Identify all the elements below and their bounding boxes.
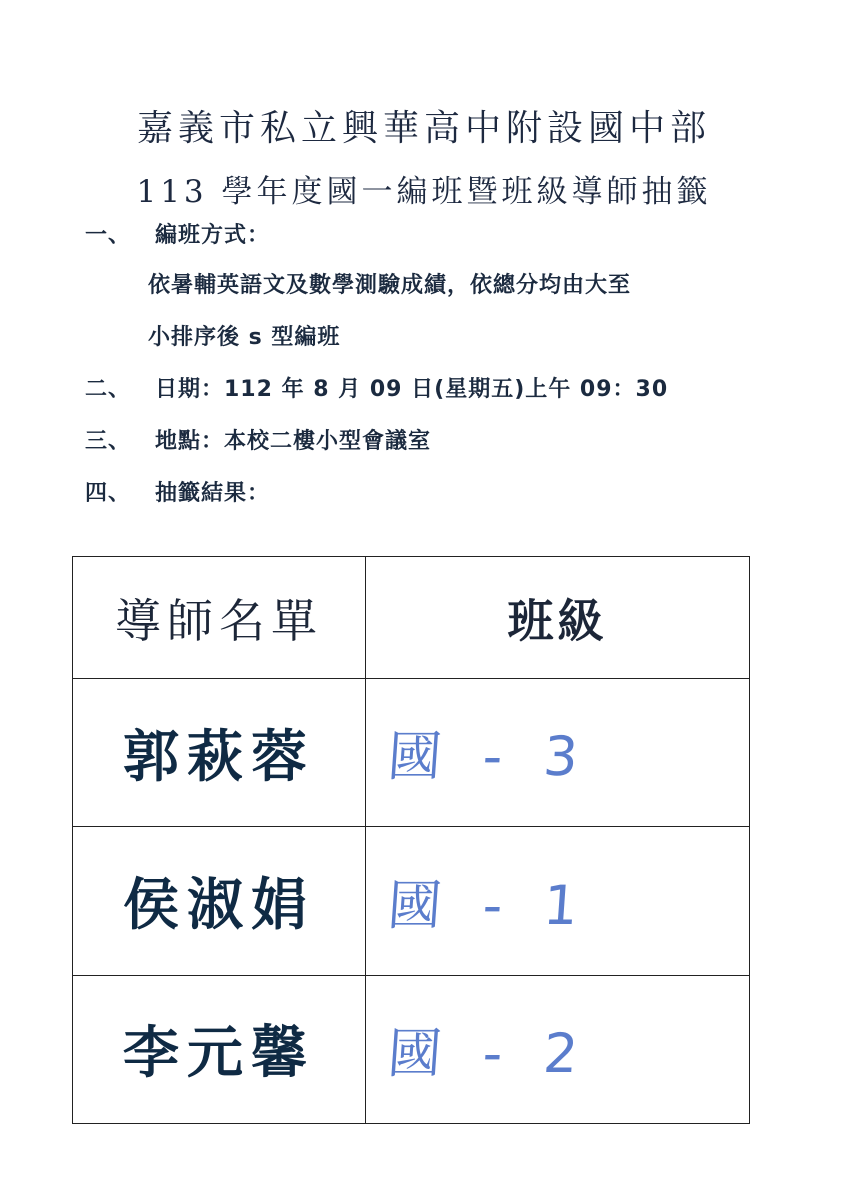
table-row — [73, 975, 750, 1123]
section-4-label: 抽籤結果： — [155, 481, 271, 506]
section-2-label: 日期：112 年 8 月 09 日(星期五)上午 09：30 — [155, 377, 669, 402]
header-class: 班級 — [366, 557, 750, 679]
handwritten-class: 國 - 3 — [385, 725, 593, 789]
table-header-row — [73, 557, 750, 679]
teacher-name: 郭萩蓉 — [73, 679, 366, 827]
teacher-name: 李元馨 — [73, 975, 366, 1123]
table-row — [73, 679, 750, 827]
section-2-date — [85, 372, 668, 403]
class-cell — [366, 975, 750, 1123]
school-title: 嘉義市私立興華高中附設國中部 — [136, 108, 711, 149]
section-4-number: 四、 — [85, 481, 132, 506]
section-1-label: 編班方式： — [155, 223, 271, 248]
section-1-heading — [85, 218, 270, 249]
draw-result-table — [72, 556, 750, 1124]
handwritten-class: 國 - 1 — [385, 873, 593, 937]
section-4-results — [85, 476, 270, 507]
table-row — [73, 827, 750, 975]
section-3-label: 地點：本校二樓小型會議室 — [155, 429, 432, 454]
section-3-location — [85, 424, 431, 455]
section-1-text-line-1: 依暑輔英語文及數學測驗成績，依總分均由大至 — [148, 273, 632, 298]
event-title: 113 學年度國一編班暨班級導師抽籤 — [136, 174, 712, 210]
teacher-name: 侯淑娟 — [73, 827, 366, 975]
section-3-number: 三、 — [85, 429, 132, 454]
section-2-number: 二、 — [85, 377, 132, 402]
handwritten-class: 國 - 2 — [385, 1021, 593, 1085]
section-1-text-line-2: 小排序後 s 型編班 — [148, 325, 341, 350]
header-teacher-list: 導師名單 — [73, 557, 366, 679]
class-cell — [366, 679, 750, 827]
class-cell — [366, 827, 750, 975]
section-1-number: 一、 — [85, 223, 132, 248]
